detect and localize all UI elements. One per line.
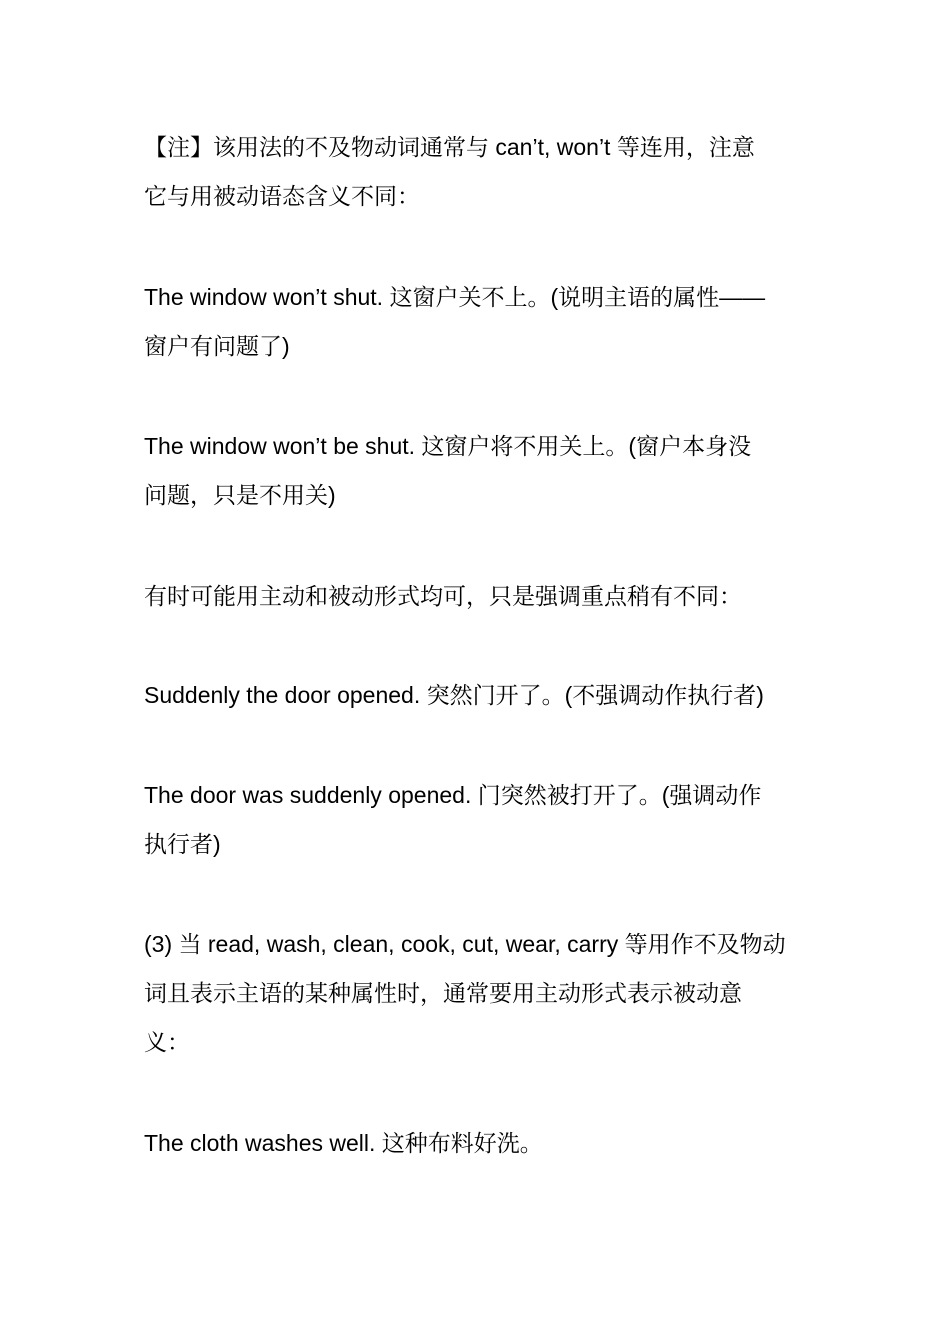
text-line: 问题，只是不用关): [144, 482, 336, 508]
text-line: 词且表示主语的某种属性时，通常要用主动形式表示被动意: [144, 980, 742, 1006]
text-line: 窗户有问题了): [144, 333, 290, 359]
paragraph-example-shut: [144, 273, 808, 371]
text-line: 执行者): [144, 831, 221, 857]
text-line: 【注】该用法的不及物动词通常与 can’t, won’t 等连用，注意: [144, 134, 755, 160]
text-line: 有时可能用主动和被动形式均可，只是强调重点稍有不同：: [144, 583, 742, 609]
paragraph-example-opened: [144, 671, 808, 720]
paragraph-example-was-opened: [144, 771, 808, 869]
text-line: 它与用被动语态含义不同：: [144, 183, 420, 209]
paragraph-active-passive-note: [144, 572, 808, 621]
text-line: (3) 当 read, wash, clean, cook, cut, wear, carry 等用作不及物动: [144, 931, 786, 957]
paragraph-example-be-shut: [144, 422, 808, 520]
paragraph-rule-3: [144, 920, 808, 1067]
text-line: Suddenly the door opened. 突然门开了。(不强调动作执行者): [144, 682, 764, 708]
text-line: 义：: [144, 1029, 190, 1055]
text-line: The door was suddenly opened. 门突然被打开了。(强调动作: [144, 782, 762, 808]
text-line: The window won’t shut. 这窗户关不上。(说明主语的属性——: [144, 284, 766, 310]
paragraph-note: [144, 123, 808, 221]
text-line: The window won’t be shut. 这窗户将不用关上。(窗户本身没: [144, 433, 752, 459]
text-line: The cloth washes well. 这种布料好洗。: [144, 1130, 543, 1156]
paragraph-example-washes: [144, 1119, 808, 1168]
